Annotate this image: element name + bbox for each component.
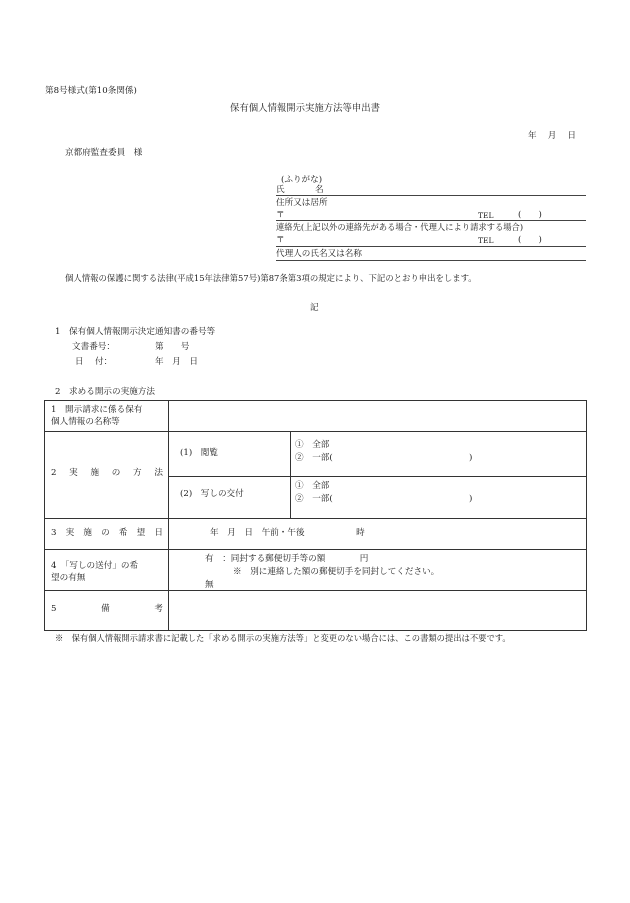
row4-label-line1: 4 「写しの送付」の希 xyxy=(51,561,139,571)
view-option-all[interactable]: ① 全部 xyxy=(295,440,330,450)
row3-label-char: 希 xyxy=(118,528,128,538)
row4-label-line2: 望の有無 xyxy=(51,573,86,583)
view-option-close: ) xyxy=(469,453,473,463)
mail-option-yes[interactable]: 有 ：同封する郵便切手等の額 円 xyxy=(205,554,369,564)
name-label-2: 名 xyxy=(315,185,324,195)
contact-field-line[interactable] xyxy=(276,246,586,247)
address-label: 住所又は居所 xyxy=(276,198,328,208)
postal-mark-1: 〒 xyxy=(276,210,285,220)
remarks-field[interactable] xyxy=(173,594,581,626)
mail-option-no[interactable]: 無 xyxy=(205,580,214,590)
address-field-line[interactable] xyxy=(276,220,586,221)
row3-label-char: 望 xyxy=(136,528,146,538)
desired-date-value[interactable]: 年 月 日 午前・午後 時 xyxy=(210,528,365,538)
method-copy[interactable]: (2) 写しの交付 xyxy=(180,489,244,499)
row3-label-char: 実 xyxy=(65,528,75,538)
tel-label-1: TEL xyxy=(478,211,494,220)
method-view[interactable]: (1) 閲覧 xyxy=(180,448,218,458)
row3-label-num: 3 xyxy=(51,528,57,538)
doc-number-label: 文書番号： xyxy=(72,342,115,352)
name-label-1: 氏 xyxy=(276,185,285,195)
row1-label-line2: 個人情報の名称等 xyxy=(51,417,120,427)
footnote: ※ 保有個人情報開示請求書に記載した「求める開示の実施方法等」と変更のない場合には、この書類の提出は不要です。 xyxy=(55,633,511,643)
row2-label-char: 法 xyxy=(154,468,163,478)
row3-label-char: 施 xyxy=(83,528,92,538)
addressee: 京都府監査委員 様 xyxy=(65,148,143,158)
tel-paren-2: ( ) xyxy=(518,235,542,245)
application-date xyxy=(528,131,576,141)
row2-label-char: 方 xyxy=(133,468,142,478)
row5-label-num: 5 xyxy=(51,604,57,614)
copy-option-close: ) xyxy=(469,494,473,504)
row1-label-line1: 1 開示請求に係る保有 xyxy=(51,405,143,415)
date-label-1: 日 xyxy=(75,357,84,367)
ki-mark: 記 xyxy=(310,303,319,313)
mail-note: ※ 別に連絡した額の郵便切手を同封してください。 xyxy=(233,567,440,577)
row5-label-char: 考 xyxy=(154,604,163,614)
date-day: 日 xyxy=(567,131,576,141)
method-table xyxy=(44,400,587,631)
date-year: 年 xyxy=(528,131,537,141)
row2-label-char: 施 xyxy=(90,468,100,478)
name-field-line[interactable] xyxy=(276,195,586,196)
agent-field-line[interactable] xyxy=(276,260,586,261)
furigana-label: (ふりがな) xyxy=(281,175,323,185)
row1-value-field[interactable] xyxy=(173,405,581,427)
section1-heading: 1 保有個人情報開示決定通知書の番号等 xyxy=(55,327,216,337)
row3-label-char: の xyxy=(101,528,110,538)
postal-mark-2: 〒 xyxy=(276,235,285,245)
view-option-part[interactable]: ② 一部( xyxy=(295,453,333,463)
row2-label-char: の xyxy=(111,468,121,478)
row3-label-char: 日 xyxy=(154,528,163,538)
tel-paren-1: ( ) xyxy=(518,210,542,220)
date-value[interactable]: 年 月 日 xyxy=(155,357,198,367)
row2-label-char: 実 xyxy=(69,468,78,478)
section2-heading: 2 求める開示の実施方法 xyxy=(55,387,155,397)
row2-label-num: 2 xyxy=(51,468,57,478)
tel-label-2: TEL xyxy=(478,236,494,245)
row2-label xyxy=(51,468,163,478)
statement-text: 個人情報の保護に関する法律(平成15年法律第57号)第87条第3項の規定により、下記のとおり申出をします。 xyxy=(65,273,477,283)
doc-number-value[interactable]: 第 号 xyxy=(155,342,190,352)
row3-label xyxy=(51,528,163,538)
agent-label: 代理人の氏名又は名称 xyxy=(276,249,362,259)
date-label-2: 付： xyxy=(95,357,113,367)
copy-option-all[interactable]: ① 全部 xyxy=(295,481,330,491)
form-number: 第8号様式(第10条関係) xyxy=(45,86,137,96)
row5-label-char: 備 xyxy=(101,604,110,614)
contact-label: 連絡先(上記以外の連絡先がある場合・代理人により請求する場合) xyxy=(276,222,524,232)
copy-option-part[interactable]: ② 一部( xyxy=(295,494,333,504)
form-title: 保有個人情報開示実施方法等申出書 xyxy=(230,103,381,114)
row5-label xyxy=(51,604,163,614)
date-month: 月 xyxy=(547,131,557,141)
